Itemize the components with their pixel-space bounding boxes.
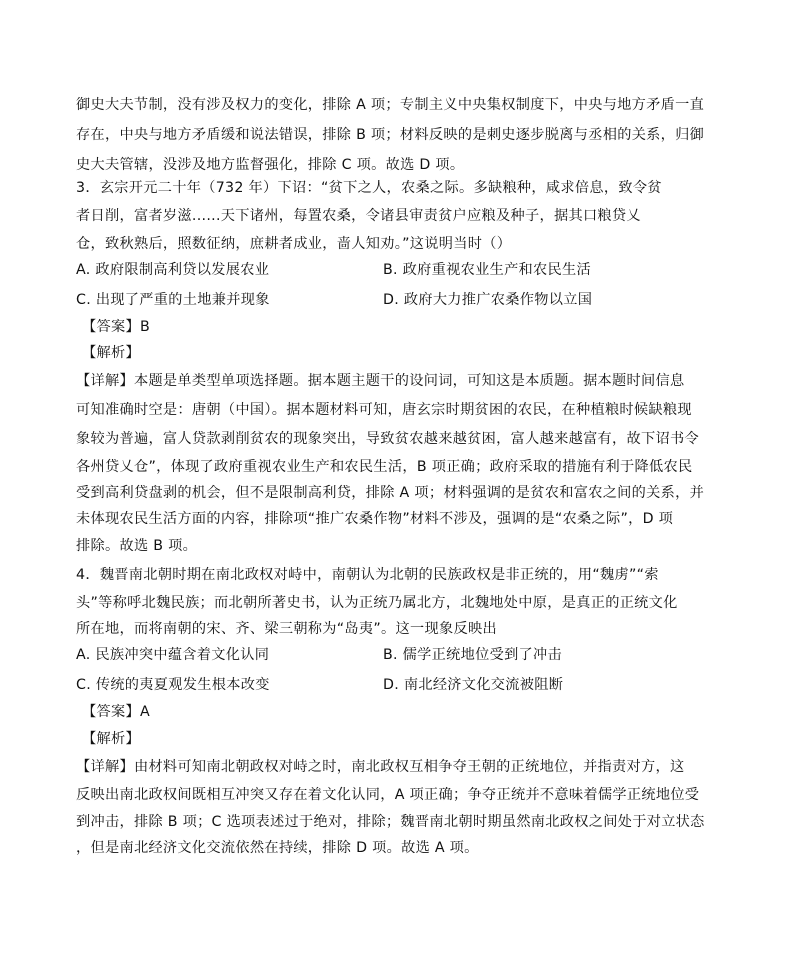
- q3-detail-line-7: 排除。故选 B 项。: [76, 538, 198, 554]
- q4-option-a: A. 民族冲突中蕴含着文化认同: [76, 647, 270, 663]
- q4-option-c: C. 传统的夷夏观发生根本改变: [76, 677, 270, 693]
- q4-stem-line-2: 头”等称呼北魏民族；而北朝所著史书，认为正统乃属北方，北魏地处中原，是真正的正统文化: [76, 595, 678, 611]
- q4-answer: 【答案】A: [82, 704, 150, 720]
- q3-detail-line-3: 象较为普遍，富人贷款剥削贫农的现象突出，导致贫农越来越贫困，富人越来越富有，故下诏书令: [76, 431, 699, 447]
- q4-stem-line-1: 4．魏晋南北朝时期在南北政权对峙中，南朝认为北朝的民族政权是非正统的，用“魏虏”“索: [76, 567, 659, 583]
- q3-option-c: C. 出现了严重的土地兼并现象: [76, 292, 270, 308]
- q3-option-d: D. 政府大力推广农桑作物以立国: [383, 292, 593, 308]
- q4-option-b: B. 儒学正统地位受到了冲击: [383, 647, 563, 663]
- q3-detail-line-4: 各州贷乂仓”，体现了政府重视农业生产和农民生活，B 项正确；政府采取的措施有利于降低农民: [76, 459, 693, 475]
- intro-line-1: 御史大夫节制，没有涉及权力的变化，排除 A 项；专制主义中央集权制度下，中央与地方矛盾一直: [76, 97, 705, 113]
- q3-detail-line-6: 未体现农民生活方面的内容，排除项“推广农桑作物”材料不涉及，强调的是“农桑之际”，D 项: [76, 511, 674, 527]
- q4-detail-line-3: 到冲击，排除 B 项；C 选项表述过于绝对，排除；魏晋南北朝时期虽然南北政权之间处于对立状态: [76, 814, 705, 830]
- q4-option-d: D. 南北经济文化交流被阻断: [383, 677, 564, 693]
- intro-line-2: 存在，中央与地方矛盾缓和说法错误，排除 B 项；材料反映的是刺史逐步脱离与丞相的关系，归御: [76, 127, 705, 143]
- q3-option-a: A. 政府限制高利贷以发展农业: [76, 262, 270, 278]
- q3-detail-line-1: 【详解】本题是单类型单项选择题。据本题主题干的设问词，可知这是本质题。据本题时间信息: [76, 373, 685, 389]
- q3-stem-line-2: 者日削，富者岁滋......天下诸州，每置农桑，令诸县审责贫户应粮及种子，据其口粮贷乂: [76, 208, 641, 224]
- q3-stem-line-3: 仓，致秋熟后，照数征纳，庶耕者成业，啬人知劝。”这说明当时（）: [76, 236, 512, 252]
- q4-detail-line-2: 反映出南北政权间既相互冲突又存在着文化认同，A 项正确；争夺正统并不意味着儒学正统地位受: [76, 787, 700, 803]
- q4-detail-line-1: 【详解】由材料可知南北朝政权对峙之时，南北政权互相争夺王朝的正统地位，并指责对方，这: [76, 759, 685, 775]
- q3-stem-line-1: 3．玄宗开元二十年（732 年）下诏：“贫下之人，农桑之际。多缺粮种，咸求倍息，致令贫: [76, 180, 662, 196]
- intro-line-3: 史大夫管辖，没涉及地方监督强化，排除 C 项。故选 D 项。: [76, 157, 465, 173]
- q3-option-b: B. 政府重视农业生产和农民生活: [383, 262, 591, 278]
- q3-analysis-label: 【解析】: [82, 345, 140, 361]
- q4-stem-line-3: 所在地，而将南朝的宋、齐、梁三朝称为“岛夷”。这一现象反映出: [76, 621, 497, 637]
- q3-detail-line-5: 受到高利贷盘剥的机会，但不是限制高利贷，排除 A 项；材料强调的是贫农和富农之间的关系，并: [76, 485, 705, 501]
- q3-detail-line-2: 可知准确时空是：唐朝（中国）。据本题材料可知，唐玄宗时期贫困的农民，在种植粮时候缺粮现: [76, 402, 692, 418]
- q4-analysis-label: 【解析】: [82, 731, 140, 747]
- q4-detail-line-4: ，但是南北经济文化交流依然在持续，排除 D 项。故选 A 项。: [76, 840, 479, 856]
- q3-answer: 【答案】B: [82, 319, 150, 335]
